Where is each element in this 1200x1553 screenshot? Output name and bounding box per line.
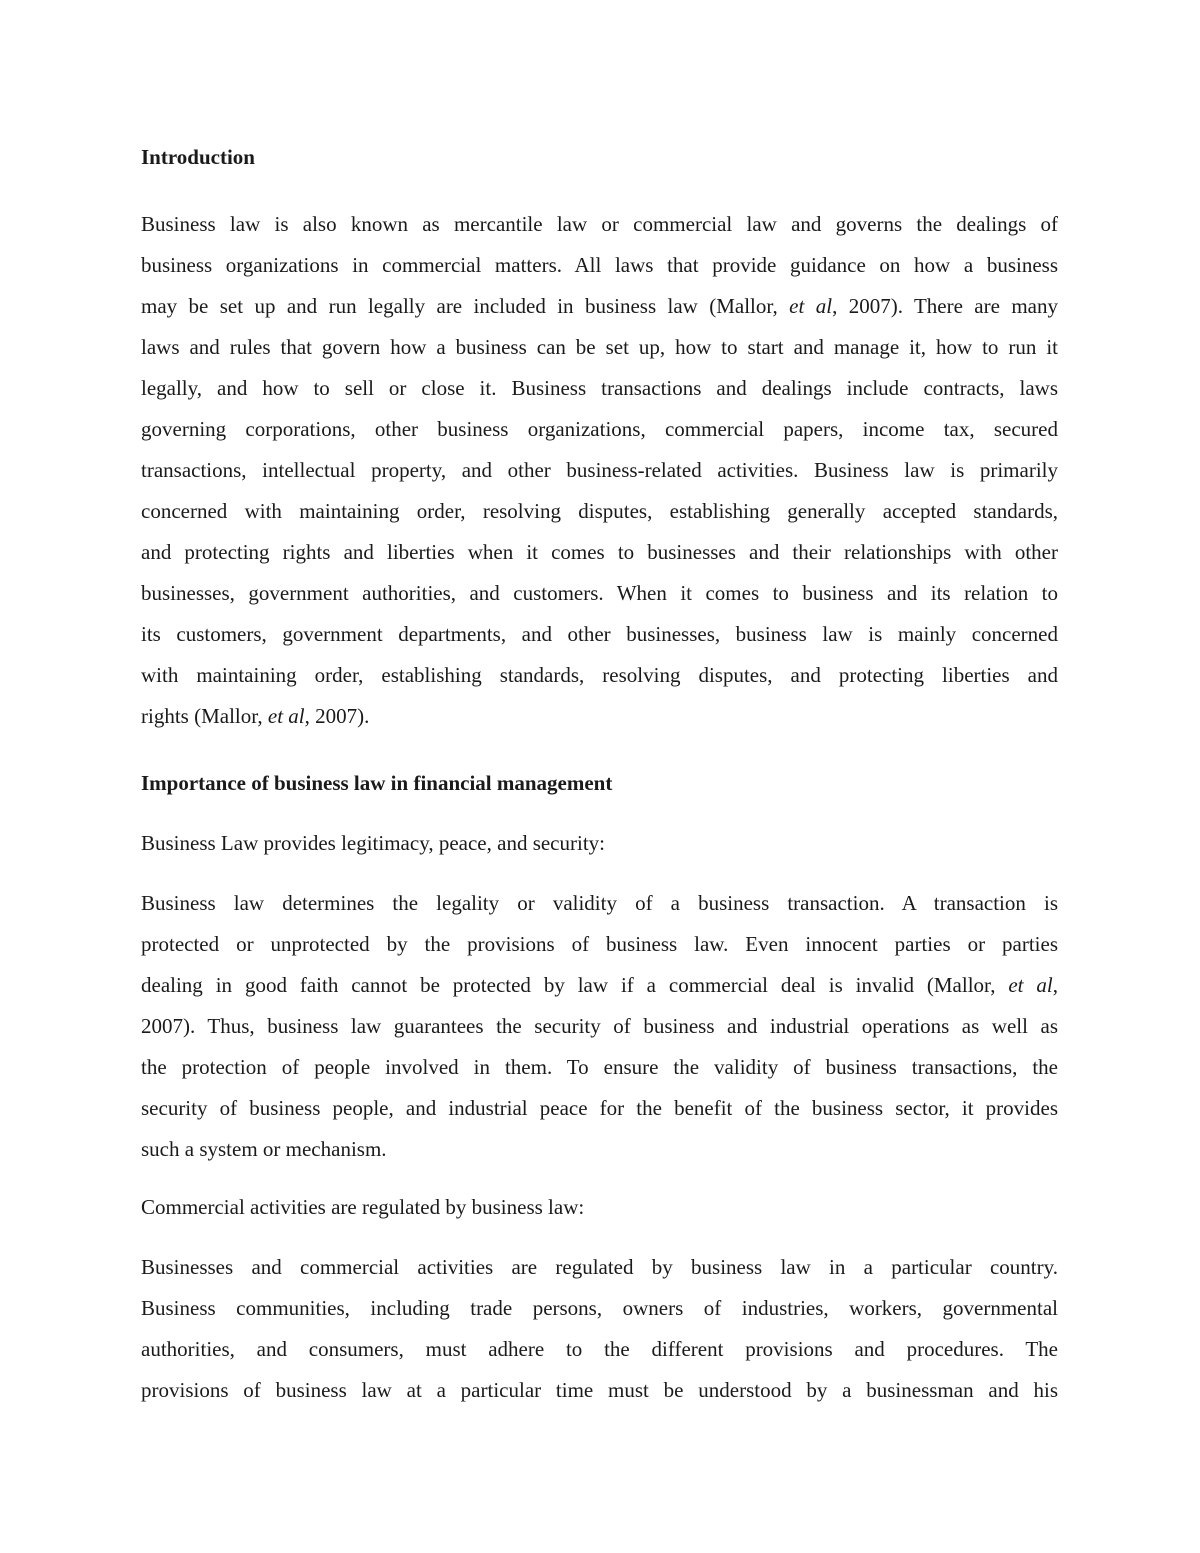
text-run: dealing in good faith cannot be protected by law if a commercial deal is invalid (Mallor, xyxy=(141,973,1009,997)
text-line xyxy=(141,1187,1058,1228)
text-run: Introduction xyxy=(141,145,255,169)
text-run: concerned with maintaining order, resolving disputes, establishing generally accepted standards, xyxy=(141,499,1058,523)
text-line xyxy=(141,409,1058,450)
paragraph-legitimacy xyxy=(141,883,1058,1170)
text-line xyxy=(141,924,1058,965)
text-line xyxy=(141,245,1058,286)
text-line xyxy=(141,823,1058,864)
text-run: and protecting rights and liberties when it comes to businesses and their relationships with other xyxy=(141,540,1058,564)
text-run: its customers, government departments, and other businesses, business law is mainly concerned xyxy=(141,622,1058,646)
text-line xyxy=(141,204,1058,245)
text-run: governing corporations, other business organizations, commercial papers, income tax, secured xyxy=(141,417,1058,441)
text-run: Business communities, including trade persons, owners of industries, workers, governmental xyxy=(141,1296,1058,1320)
text-line xyxy=(141,883,1058,924)
heading-importance xyxy=(141,763,1058,804)
text-run: security of business people, and industrial peace for the benefit of the business sector, it provides xyxy=(141,1096,1058,1120)
italic-text: et al xyxy=(1008,973,1053,997)
text-line xyxy=(141,1088,1058,1129)
text-run: transactions, intellectual property, and other business-related activities. Business law is primarily xyxy=(141,458,1058,482)
text-run: business organizations in commercial matters. All laws that provide guidance on how a business xyxy=(141,253,1058,277)
paragraph-introduction xyxy=(141,204,1058,737)
text-run: such a system or mechanism. xyxy=(141,1137,387,1161)
text-line xyxy=(141,286,1058,327)
text-run: Commercial activities are regulated by business law: xyxy=(141,1195,585,1219)
text-run: businesses, government authorities, and customers. When it comes to business and its relation to xyxy=(141,581,1058,605)
text-run: authorities, and consumers, must adhere to the different provisions and procedures. The xyxy=(141,1337,1058,1361)
text-line xyxy=(141,1329,1058,1370)
text-run: legally, and how to sell or close it. Business transactions and dealings include contracts, laws xyxy=(141,376,1058,400)
text-line xyxy=(141,1047,1058,1088)
text-run: laws and rules that govern how a business can be set up, how to start and manage it, how to run it xyxy=(141,335,1058,359)
text-run: 2007). Thus, business law guarantees the security of business and industrial operations as well as xyxy=(141,1014,1058,1038)
text-run: , 2007). There are many xyxy=(832,294,1058,318)
subheading-regulation xyxy=(141,1187,1058,1228)
text-run: Business law is also known as mercantile law or commercial law and governs the dealings of xyxy=(141,212,1058,236)
text-run: protected or unprotected by the provisions of business law. Even innocent parties or parties xyxy=(141,932,1058,956)
text-run: provisions of business law at a particular time must be understood by a businessman and his xyxy=(141,1378,1058,1402)
subheading-legitimacy xyxy=(141,823,1058,864)
text-run: Businesses and commercial activities are regulated by business law in a particular country. xyxy=(141,1255,1058,1279)
text-run: rights (Mallor, xyxy=(141,704,268,728)
text-line xyxy=(141,1247,1058,1288)
text-line xyxy=(141,368,1058,409)
text-run: Business law determines the legality or validity of a business transaction. A transaction is xyxy=(141,891,1058,915)
text-line xyxy=(141,1006,1058,1047)
text-run: may be set up and run legally are included in business law (Mallor, xyxy=(141,294,790,318)
text-line xyxy=(141,1288,1058,1329)
text-line xyxy=(141,696,1058,737)
text-line xyxy=(141,1129,1058,1170)
text-run: Importance of business law in financial management xyxy=(141,771,613,795)
text-run: , 2007). xyxy=(304,704,370,728)
italic-text: et al xyxy=(267,704,305,728)
italic-text: et al xyxy=(789,294,833,318)
text-run: , xyxy=(1052,973,1058,997)
text-line xyxy=(141,965,1058,1006)
paragraph-regulation xyxy=(141,1247,1058,1411)
text-line xyxy=(141,532,1058,573)
text-run: Business Law provides legitimacy, peace, and security: xyxy=(141,831,605,855)
text-run: with maintaining order, establishing standards, resolving disputes, and protecting liberties and xyxy=(141,663,1058,687)
text-line xyxy=(141,573,1058,614)
text-line xyxy=(141,450,1058,491)
text-line xyxy=(141,1370,1058,1411)
text-run: the protection of people involved in them. To ensure the validity of business transactions, the xyxy=(141,1055,1058,1079)
text-line xyxy=(141,491,1058,532)
text-line xyxy=(141,614,1058,655)
text-line xyxy=(141,327,1058,368)
text-line xyxy=(141,137,1058,178)
heading-introduction xyxy=(141,137,1058,178)
text-line xyxy=(141,763,1058,804)
text-line xyxy=(141,655,1058,696)
